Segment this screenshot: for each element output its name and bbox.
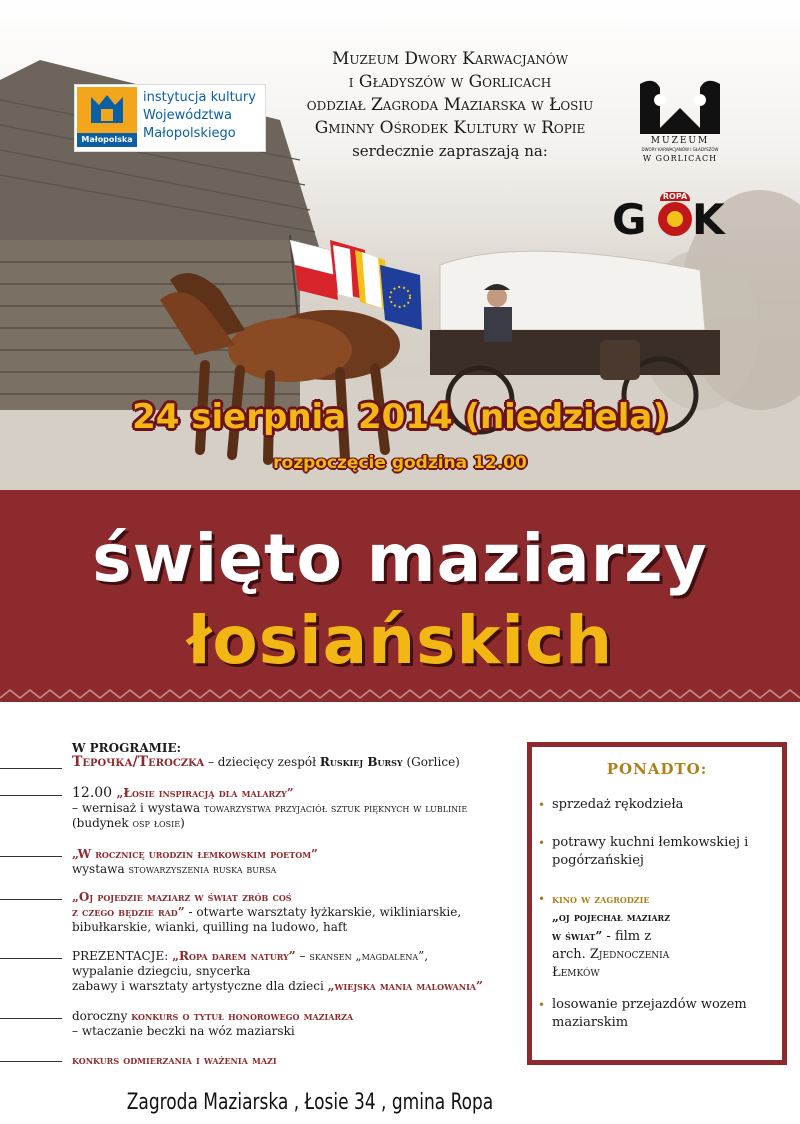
gok-ropa-label: ROPA bbox=[660, 192, 690, 201]
extras-item-text: sprzedaż rękodzieła bbox=[552, 797, 684, 812]
gok-letter: G bbox=[612, 195, 647, 244]
program-heading: W PROGRAMIE: bbox=[72, 741, 182, 755]
extras-item-text: losowanie przejazdów wozem maziarskim bbox=[552, 997, 747, 1030]
gok-emblem-icon bbox=[658, 202, 692, 236]
program-item-title: z czego będzie rad” bbox=[72, 905, 185, 919]
program-item-desc: - otwarte warsztaty łyżkarskie, wikliniarskie, bbox=[184, 905, 462, 919]
bullet-icon: • bbox=[538, 798, 546, 812]
bullet-icon: • bbox=[538, 836, 546, 850]
extras-item-text: - film z arch. bbox=[552, 929, 652, 962]
extras-item bbox=[538, 834, 772, 870]
muzeum-city: W GORLICACH bbox=[642, 154, 718, 163]
program-item bbox=[72, 1009, 522, 1039]
program-item-title: „Oj pojedzie maziarz w świat zrób coś bbox=[72, 890, 292, 904]
program-item bbox=[72, 890, 522, 935]
program-item-title: konkurs odmierzania i ważenia mazi bbox=[72, 1053, 277, 1067]
malopolska-logo bbox=[74, 84, 266, 152]
program-item-title: „Ropa darem natury” bbox=[172, 949, 296, 963]
invitation-text: serdecznie zapraszają na: bbox=[352, 142, 548, 160]
divider bbox=[0, 795, 62, 796]
divider bbox=[0, 958, 62, 959]
gok-letter: K bbox=[692, 195, 725, 244]
malopolska-line: Województwa bbox=[143, 108, 233, 123]
program-item-desc: – dziecięcy zespół bbox=[204, 755, 320, 769]
program-item-desc: doroczny bbox=[72, 1009, 132, 1023]
extras-item-film: „oj pojechał maziarz w świat” bbox=[552, 910, 671, 943]
program-item-desc: zabawy i warsztaty artystyczne dla dzieci bbox=[72, 979, 328, 993]
program-item-title: „Łosie inspiracją dla malarzy” bbox=[116, 786, 294, 800]
organizer-line: Gminny Ośrodek Kultury w Ropie bbox=[314, 118, 586, 138]
program-item-desc: ) bbox=[180, 816, 185, 830]
extras-item-text: potrawy kuchni łemkowskiej i pogórzańskiej bbox=[552, 835, 749, 868]
event-title-line2: łosiańskich bbox=[186, 602, 614, 679]
program-item-desc: – wtaczanie beczki na wóz maziarski bbox=[72, 1024, 295, 1038]
malopolska-line: instytucja kultury bbox=[143, 90, 256, 105]
extras-item-title: kino w zagrodzie bbox=[552, 892, 650, 906]
organizer-line: i Gładyszów w Gorlicach bbox=[348, 72, 552, 92]
program-item bbox=[72, 786, 522, 831]
program-item bbox=[72, 755, 522, 770]
program-item-place: (Gorlice) bbox=[402, 755, 460, 769]
muzeum-name: MUZEUM bbox=[650, 136, 710, 146]
event-title-line1: święto maziarzy bbox=[92, 520, 708, 597]
program-item-desc: osp łosie bbox=[132, 816, 181, 830]
program-item-group: Ruskiej Bursy bbox=[319, 755, 403, 769]
program-item bbox=[72, 847, 522, 877]
divider bbox=[0, 856, 62, 857]
program-item-desc: bibułkarskie, wianki, quilling na ludowo, haft bbox=[72, 920, 348, 934]
muzeum-logo bbox=[630, 78, 730, 168]
program-item-desc: wystawa bbox=[72, 862, 129, 876]
program-item bbox=[72, 949, 522, 994]
malopolska-badge: Małopolska bbox=[77, 133, 137, 147]
zigzag-border bbox=[0, 688, 800, 702]
divider bbox=[0, 768, 62, 769]
bullet-icon: • bbox=[538, 998, 546, 1012]
event-start-time: rozpoczęcie godzina 12.00 bbox=[273, 453, 527, 473]
malopolska-line: Małopolskiego bbox=[143, 126, 236, 141]
program-item-desc: – wernisaż i wystawa bbox=[72, 801, 205, 815]
event-date: 24 sierpnia 2014 (niedziela) bbox=[132, 397, 668, 437]
program-item-desc: towarzystwa przyjaciół sztuk pięknych w lublinie bbox=[204, 801, 468, 815]
extras-item bbox=[538, 796, 772, 814]
program-item-time: 12.00 bbox=[72, 785, 117, 801]
extras-item bbox=[538, 890, 772, 982]
organizer-line: oddział Zagroda Maziarska w Łosiu bbox=[306, 95, 594, 115]
program-item-desc: stowarzyszenia ruska bursa bbox=[128, 862, 277, 876]
extras-item-text: Zjednoczenia Łemków bbox=[552, 947, 670, 980]
program-item-title: „W rocznicę urodzin łemkowskim poetom” bbox=[72, 847, 318, 861]
divider bbox=[0, 1018, 62, 1019]
program-item-title: Терочка/Teroczka bbox=[72, 754, 205, 770]
program-item-desc: wypalanie dziegciu, snycerka bbox=[72, 964, 251, 978]
organizers-block bbox=[240, 48, 660, 163]
program-item-title: „wiejska mania malowania” bbox=[327, 979, 483, 993]
muzeum-emblem-icon bbox=[630, 78, 730, 136]
muzeum-subtitle: DWORY KARWACJANÓW I GŁADYSZÓW bbox=[641, 147, 719, 152]
program-item-desc: (budynek bbox=[72, 816, 133, 830]
extras-item bbox=[538, 996, 772, 1032]
organizer-line: Muzeum Dwory Karwacjanów bbox=[331, 49, 569, 69]
program-item-label: PREZENTACJE: bbox=[72, 949, 173, 963]
divider bbox=[0, 1061, 62, 1062]
malopolska-emblem-icon bbox=[77, 87, 137, 147]
program-item-desc: – skansen „magdalena”, bbox=[295, 949, 429, 963]
program-item bbox=[72, 1053, 522, 1068]
bullet-icon: • bbox=[538, 892, 546, 906]
malopolska-text bbox=[143, 89, 265, 143]
program-item-title: konkurs o tytuł honorowego maziarza bbox=[131, 1009, 354, 1023]
extras-title: PONADTO: bbox=[606, 760, 708, 778]
event-address: Zagroda Maziarska , Łosie 34 , gmina Ropa bbox=[126, 1090, 494, 1115]
divider bbox=[0, 899, 62, 900]
gok-logo bbox=[612, 192, 728, 242]
